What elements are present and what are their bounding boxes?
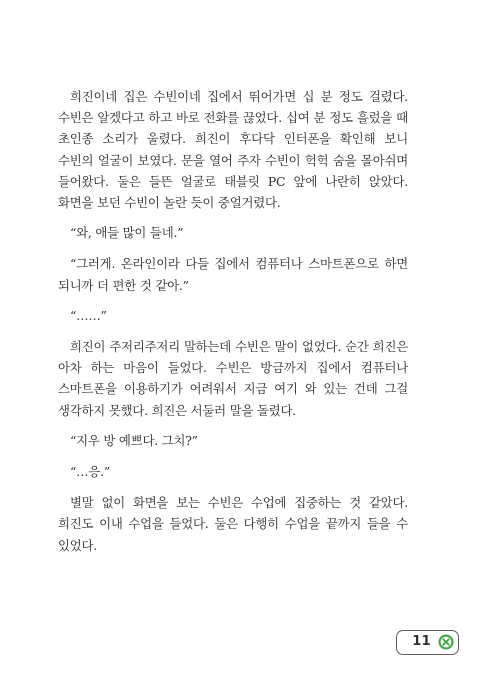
- paragraph-3: “그러게. 온라인이라 다들 집에서 컴퓨터나 스마트폰으로 하면 되니까 더 편한 것 같아.”: [58, 256, 408, 293]
- page-number: 11: [412, 634, 431, 649]
- paragraph-7: “…응.”: [70, 464, 110, 480]
- paragraph-4: “……”: [70, 307, 107, 323]
- page-number-badge: [396, 630, 459, 655]
- paragraph-5: 희진이 주저리주저리 말하는데 수빈은 말이 없었다. 순간 희진은 아차 하는 마음이 들었다. 수빈은 방금까지 집에서 컴퓨터나 스마트폰을 이용하기가 어려워서 지금 여기 와 있는 건데 그걸 생각하지 못했다. 희진은 서둘러 말을 돌렸다.: [58, 339, 408, 418]
- paragraph-1: 희진이네 집은 수빈이네 집에서 뛰어가면 십 분 정도 걸렸다. 수빈은 알겠다고 하고 바로 전화를 끊었다. 십여 분 정도 흘렀을 때 초인종 소리가 울렸다. 희진이 후다닥 인터폰을 확인해 보니 수빈의 얼굴이 보였다. 문을 열어 주자 수빈이 헉헉 숨을 몰아쉬며 들어왔다. 둘은 들뜬 얼굴로 태블릿 PC 앞에 나란히 앉았다. 화면을 보던 수빈이 놀란 듯이 중얼거렸다.: [58, 89, 408, 211]
- paragraph-6: “지우 방 예쁘다. 그치?”: [70, 432, 198, 448]
- paragraph-8: 별말 없이 화면을 보는 수빈은 수업에 집중하는 것 같았다. 희진도 이내 수업을 들었다. 둘은 다행히 수업을 끝까지 들을 수 있었다.: [58, 495, 408, 553]
- paragraph-2: “와, 애들 많이 들네.”: [70, 225, 184, 241]
- page-body: [58, 86, 408, 565]
- close-icon[interactable]: [438, 634, 454, 650]
